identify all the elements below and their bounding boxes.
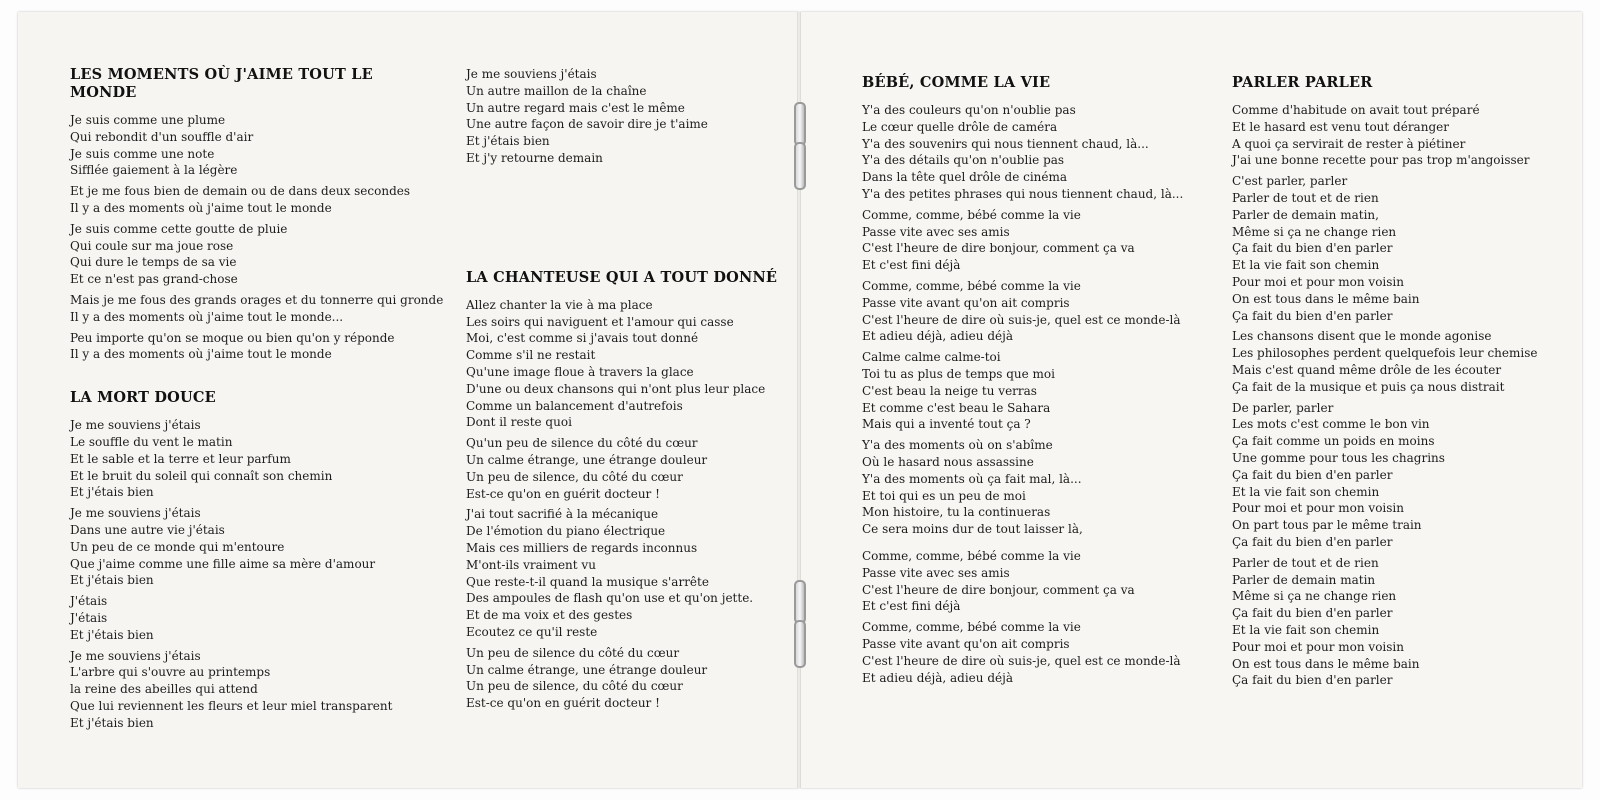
lyric-line: Et j'étais bien xyxy=(466,134,550,149)
song xyxy=(466,66,786,167)
lyric-line: Une gomme pour tous les chagrins xyxy=(1232,450,1445,465)
lyrics-column-4 xyxy=(1232,74,1572,693)
lyric-line: Un autre regard mais c'est le même xyxy=(466,100,685,115)
stanza xyxy=(70,183,430,217)
stanza xyxy=(70,505,430,589)
lyric-line: Les philosophes perdent quelquefois leur chemise xyxy=(1232,346,1538,361)
lyric-line: Il y a des moments où j'aime tout le monde... xyxy=(70,309,344,324)
lyric-line: Un autre maillon de la chaîne xyxy=(466,83,647,98)
lyric-line: Comme s'il ne restait xyxy=(466,348,596,363)
lyric-line: Passe vite avant qu'on ait compris xyxy=(862,295,1070,310)
lyric-line: L'arbre qui s'ouvre au printemps xyxy=(70,665,271,680)
lyric-line: Et c'est fini déjà xyxy=(862,258,961,273)
lyric-line: Parler de demain matin, xyxy=(1232,207,1379,222)
lyric-line: Ça fait du bien d'en parler xyxy=(1232,308,1393,323)
lyric-line: Je suis comme une plume xyxy=(70,113,226,127)
song-title: PARLER PARLER xyxy=(1232,74,1373,91)
stanza xyxy=(862,349,1222,433)
lyric-line: Le souffle du vent le matin xyxy=(70,434,233,449)
lyric-line: Ça fait du bien d'en parler xyxy=(1232,673,1393,688)
lyric-line: Comme d'habitude on avait tout préparé xyxy=(1232,103,1480,117)
lyric-line: Je me souviens j'étais xyxy=(70,648,201,663)
staple-bottom-upper xyxy=(794,580,806,624)
lyric-line: Est-ce qu'on en guérit docteur ! xyxy=(466,486,660,501)
lyric-line: Le cœur quelle drôle de caméra xyxy=(862,119,1058,134)
lyric-line: De parler, parler xyxy=(1232,400,1334,415)
lyric-line: Et ce n'est pas grand-chose xyxy=(70,272,238,287)
lyric-line: Comme un balancement d'autrefois xyxy=(466,398,683,413)
lyric-line: Et j'étais bien xyxy=(70,715,154,730)
lyric-line: Dont il reste quoi xyxy=(466,415,572,430)
stanza xyxy=(862,102,1222,203)
lyric-line: J'ai tout sacrifié à la mécanique xyxy=(466,507,659,522)
stanza xyxy=(466,297,786,431)
stanza xyxy=(1232,400,1572,551)
lyric-line: Et comme c'est beau le Sahara xyxy=(862,400,1051,415)
lyric-line: Que lui reviennent les fleurs et leur miel transparent xyxy=(70,698,393,713)
lyric-line: Un peu de silence du côté du cœur xyxy=(466,645,680,660)
lyric-line: C'est l'heure de dire où suis-je, quel est ce monde-là xyxy=(862,653,1181,668)
lyric-line: Et adieu déjà, adieu déjà xyxy=(862,329,1013,344)
lyric-line: Ça fait comme un poids en moins xyxy=(1232,434,1435,449)
lyric-line: Un peu de silence, du côté du cœur xyxy=(466,679,683,694)
lyric-line: Je suis comme une note xyxy=(70,146,215,161)
stanza xyxy=(1232,328,1572,395)
lyric-line: Ça fait du bien d'en parler xyxy=(1232,606,1393,621)
lyric-line: C'est l'heure de dire bonjour, comment ça va xyxy=(862,582,1135,597)
lyric-line: M'ont-ils vraiment vu xyxy=(466,557,596,572)
stanza xyxy=(862,437,1222,538)
lyric-line: Mais ces milliers de regards inconnus xyxy=(466,540,698,555)
stanza xyxy=(1232,555,1572,689)
song xyxy=(466,269,786,712)
lyric-line: Y'a des couleurs qu'on n'oublie pas xyxy=(862,103,1076,117)
lyric-line: J'étais xyxy=(70,594,108,609)
staple-top-upper xyxy=(794,102,806,146)
lyric-line: Est-ce qu'on en guérit docteur ! xyxy=(466,696,660,711)
lyric-line: Y'a des petites phrases qui nous tiennent chaud, là... xyxy=(862,186,1184,201)
stanza xyxy=(70,417,430,501)
lyric-line: Ça fait du bien d'en parler xyxy=(1232,467,1393,482)
lyric-line: Dans une autre vie j'étais xyxy=(70,522,225,537)
lyric-line: Et j'étais bien xyxy=(70,573,154,588)
lyric-line: J'ai une bonne recette pour pas trop m'angoisser xyxy=(1232,153,1530,168)
stanza xyxy=(862,619,1222,686)
lyric-line: Et la vie fait son chemin xyxy=(1232,484,1380,499)
lyric-line: Et j'étais bien xyxy=(70,485,154,500)
lyric-line: Et le hasard est venu tout déranger xyxy=(1232,119,1449,134)
stanza xyxy=(70,330,430,364)
lyric-line: Parler de tout et de rien xyxy=(1232,190,1379,205)
stanza xyxy=(70,292,444,326)
lyric-line: Toi tu as plus de temps que moi xyxy=(862,366,1055,381)
lyric-line: Qu'un peu de silence du côté du cœur xyxy=(466,436,698,451)
lyric-line: Pour moi et pour mon voisin xyxy=(1232,274,1404,289)
lyric-line: J'étais xyxy=(70,610,108,625)
lyric-line: Y'a des souvenirs qui nous tiennent chaud, là... xyxy=(862,136,1149,151)
lyric-line: Passe vite avec ses amis xyxy=(862,224,1010,239)
lyric-line: Et adieu déjà, adieu déjà xyxy=(862,670,1013,685)
lyric-line: C'est beau la neige tu verras xyxy=(862,383,1037,398)
lyric-line: Et j'étais bien xyxy=(70,627,154,642)
lyric-line: Mais qui a inventé tout ça ? xyxy=(862,417,1031,432)
lyric-line: Un peu de silence, du côté du cœur xyxy=(466,469,683,484)
lyric-line: Je me souviens j'étais xyxy=(70,506,201,521)
lyric-line: Même si ça ne change rien xyxy=(1232,589,1397,604)
lyric-line: Je suis comme cette goutte de pluie xyxy=(70,221,288,236)
song xyxy=(70,66,444,363)
lyric-line: Et toi qui es un peu de moi xyxy=(862,488,1026,503)
lyric-line: Les chansons disent que le monde agonise xyxy=(1232,329,1492,344)
song xyxy=(70,389,430,731)
lyric-line: Qui rebondit d'un souffle d'air xyxy=(70,129,254,144)
lyric-line: A quoi ça servirait de rester à piétiner xyxy=(1232,136,1466,151)
lyric-line: Et de ma voix et des gestes xyxy=(466,608,633,623)
lyric-line: Et la vie fait son chemin xyxy=(1232,622,1380,637)
lyric-line: On part tous par le même train xyxy=(1232,518,1422,533)
stanza xyxy=(70,221,430,288)
lyric-line: Et c'est fini déjà xyxy=(862,599,961,614)
lyric-line: Une autre façon de savoir dire je t'aime xyxy=(466,117,708,132)
lyric-line: Dans la tête quel drôle de cinéma xyxy=(862,170,1068,185)
lyric-line: Que reste-t-il quand la musique s'arrête xyxy=(466,574,709,589)
lyric-line: Passe vite avec ses amis xyxy=(862,565,1010,580)
song-title: BÉBÉ, COMME LA VIE xyxy=(862,74,1051,91)
lyric-line: Y'a des moments où on s'abîme xyxy=(862,438,1053,453)
staple-bottom-lower xyxy=(794,620,806,668)
stanza xyxy=(466,506,786,640)
lyric-line: Qui coule sur ma joue rose xyxy=(70,238,234,253)
lyric-line: Les mots c'est comme le bon vin xyxy=(1232,417,1430,432)
lyric-line: Y'a des détails qu'on n'oublie pas xyxy=(862,153,1065,168)
lyric-line: Ecoutez ce qu'il reste xyxy=(466,624,598,639)
lyric-line: Un calme étrange, une étrange douleur xyxy=(466,452,708,467)
lyric-line: Et le bruit du soleil qui connaît son chemin xyxy=(70,468,333,483)
lyric-line: Ce sera moins dur de tout laisser là, xyxy=(862,522,1083,537)
lyric-line: Qui dure le temps de sa vie xyxy=(70,255,237,270)
lyric-line: Même si ça ne change rien xyxy=(1232,224,1397,239)
lyric-line: Comme, comme, bébé comme la vie xyxy=(862,548,1081,563)
lyric-line: Et le sable et la terre et leur parfum xyxy=(70,451,291,466)
stanza xyxy=(70,648,430,732)
lyric-line: Pour moi et pour mon voisin xyxy=(1232,501,1404,516)
song-title: LES MOMENTS OÙ J'AIME TOUT LE MONDE xyxy=(70,66,373,101)
stanza xyxy=(862,548,1222,615)
lyric-line: Ça fait de la musique et puis ça nous distrait xyxy=(1232,379,1505,394)
lyrics-column-2 xyxy=(466,66,786,716)
lyric-line: On est tous dans le même bain xyxy=(1232,291,1420,306)
lyric-line: Y'a des moments où ça fait mal, là... xyxy=(862,471,1082,486)
lyric-line: Pour moi et pour mon voisin xyxy=(1232,639,1404,654)
lyric-line: C'est parler, parler xyxy=(1232,174,1348,189)
lyric-line: Et j'y retourne demain xyxy=(466,150,603,165)
lyric-line: De l'émotion du piano électrique xyxy=(466,524,666,539)
song-title: LA MORT DOUCE xyxy=(70,389,216,407)
lyric-line: Un peu de ce monde qui m'entoure xyxy=(70,539,285,554)
lyric-line: Comme, comme, bébé comme la vie xyxy=(862,207,1081,222)
stanza xyxy=(1232,102,1572,169)
stanza xyxy=(1232,173,1572,324)
lyric-line: Calme calme calme-toi xyxy=(862,350,1001,365)
lyric-line: Que j'aime comme une fille aime sa mère d'amour xyxy=(70,556,376,571)
lyric-line: Des ampoules de flash qu'on use et qu'on jette. xyxy=(466,591,754,606)
lyric-line: Je me souviens j'étais xyxy=(466,67,597,81)
lyric-line: Qu'une image floue à travers la glace xyxy=(466,364,694,379)
song xyxy=(1232,74,1572,689)
lyric-line: Les soirs qui naviguent et l'amour qui casse xyxy=(466,314,734,329)
song xyxy=(862,74,1222,686)
stanza xyxy=(466,66,786,167)
lyric-line: On est tous dans le même bain xyxy=(1232,656,1420,671)
lyric-line: Passe vite avant qu'on ait compris xyxy=(862,636,1070,651)
stanza xyxy=(466,645,786,712)
lyric-line: Il y a des moments où j'aime tout le monde xyxy=(70,347,332,362)
lyric-line: Parler de tout et de rien xyxy=(1232,555,1379,570)
stanza xyxy=(862,207,1222,274)
stanza xyxy=(70,593,430,643)
lyric-line: Allez chanter la vie à ma place xyxy=(466,297,653,312)
lyric-line: Peu importe qu'on se moque ou bien qu'on y réponde xyxy=(70,330,395,345)
lyric-line: Ça fait du bien d'en parler xyxy=(1232,241,1393,256)
lyric-line: Comme, comme, bébé comme la vie xyxy=(862,620,1081,635)
lyrics-column-3 xyxy=(862,74,1222,690)
lyric-line: C'est l'heure de dire bonjour, comment ça va xyxy=(862,241,1135,256)
staple-top-lower xyxy=(794,142,806,190)
lyric-line: Mais c'est quand même drôle de les écouter xyxy=(1232,362,1502,377)
song-title: LA CHANTEUSE QUI A TOUT DONNÉ xyxy=(466,268,778,286)
lyric-line: Et je me fous bien de demain ou de dans deux secondes xyxy=(70,184,411,199)
lyric-line: D'une ou deux chansons qui n'ont plus leur place xyxy=(466,381,766,396)
lyric-line: C'est l'heure de dire où suis-je, quel est ce monde-là xyxy=(862,312,1181,327)
lyric-line: Et la vie fait son chemin xyxy=(1232,258,1380,273)
lyric-line: Ça fait du bien d'en parler xyxy=(1232,534,1393,549)
lyric-line: Mon histoire, tu la continueras xyxy=(862,505,1051,520)
lyric-line: la reine des abeilles qui attend xyxy=(70,682,258,697)
lyric-line: Comme, comme, bébé comme la vie xyxy=(862,278,1081,293)
lyric-line: Je me souviens j'étais xyxy=(70,418,201,433)
stanza xyxy=(466,435,786,502)
lyric-line: Il y a des moments où j'aime tout le monde xyxy=(70,200,332,215)
lyric-line: Moi, c'est comme si j'avais tout donné xyxy=(466,331,699,346)
lyric-line: Sifflée gaiement à la légère xyxy=(70,163,238,178)
stanza xyxy=(70,112,430,179)
lyrics-column-1 xyxy=(70,66,444,736)
lyric-line: Où le hasard nous assassine xyxy=(862,454,1034,469)
lyric-line: Un calme étrange, une étrange douleur xyxy=(466,662,708,677)
stanza xyxy=(862,278,1222,345)
lyric-line: Parler de demain matin xyxy=(1232,572,1376,587)
lyric-line: Mais je me fous des grands orages et du tonnerre qui gronde xyxy=(70,292,444,307)
